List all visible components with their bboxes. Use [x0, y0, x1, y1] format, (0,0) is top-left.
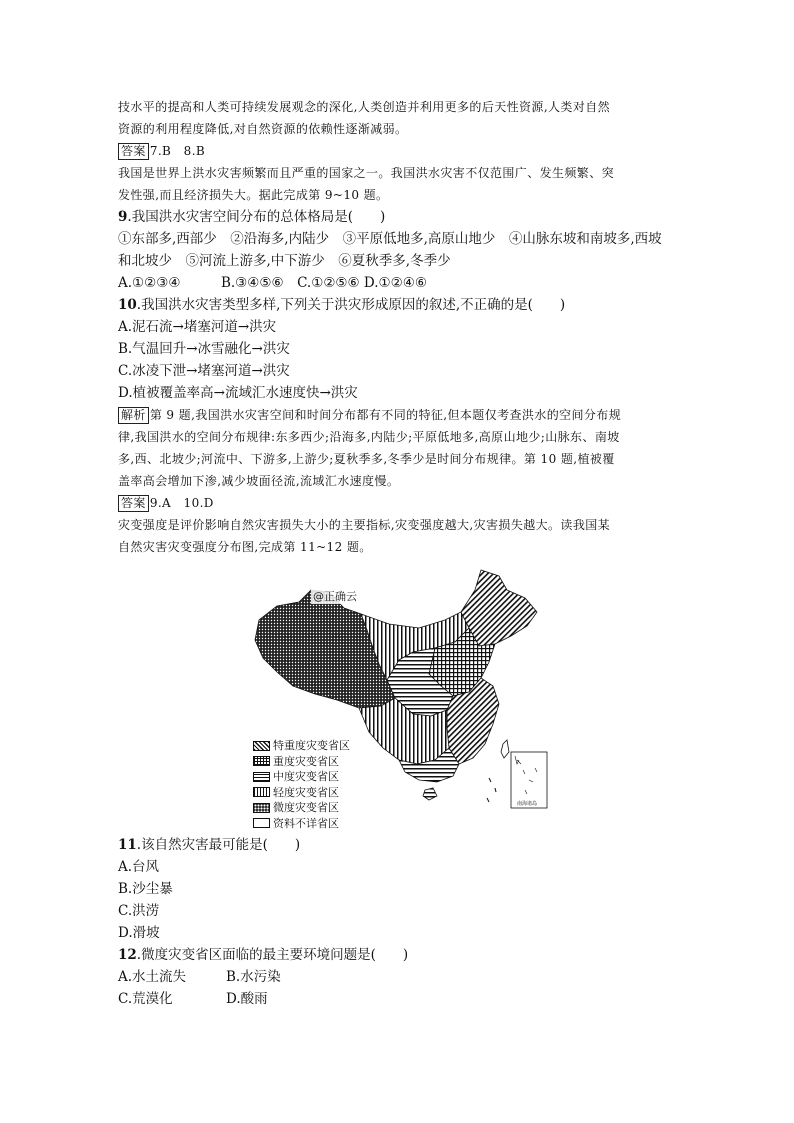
question-10-option-b: B.气温回升→冰雪融化→洪灾 — [118, 341, 290, 357]
legend-item — [253, 816, 350, 832]
question-9-items-line-2: 和北坡少 ⑤河流上游多,中下游少 ⑥夏秋季多,冬季少 — [118, 253, 451, 269]
question-12-option-c: C.荒漠化 — [118, 991, 173, 1007]
question-9-options: A.①②③④ B.③④⑤⑥ C.①②⑤⑥ D.①②④⑥ — [118, 275, 427, 291]
question-text: .我国洪水灾害类型多样,下列关于洪灾形成原因的叙述,不正确的是( ) — [136, 297, 566, 313]
passage-9-10-line-1: 我国是世界上洪水灾害频繁而且严重的国家之一。我国洪水灾害不仅范围广、发生频繁、突 — [118, 166, 615, 180]
analysis-9-10-line-3: 多,西、北坡少;河流中、下游多,上游少;夏秋季多,冬季少是时间分布规律。第 10 题,植被覆 — [118, 452, 615, 466]
analysis-tag: 解析 — [118, 407, 149, 424]
question-10-option-d: D.植被覆盖率高→流域汇水速度快→洪灾 — [118, 385, 358, 401]
legend-swatch — [253, 818, 270, 828]
passage-11-12-line-2: 自然灾害灾变强度分布图,完成第 11~12 题。 — [118, 540, 372, 554]
intro-line-2: 资源的利用程度降低,对自然资源的依赖性逐渐减弱。 — [118, 122, 408, 136]
legend-swatch — [253, 756, 270, 766]
answer-7-8 — [118, 140, 678, 162]
question-9-stem — [118, 206, 678, 228]
region-hainan — [423, 788, 437, 800]
analysis-9-10-line-4: 盖率高会增加下渗,减少坡面径流,流域汇水速度慢。 — [118, 474, 400, 488]
answer-text: 7.B 8.B — [149, 144, 206, 158]
question-number: 10 — [118, 297, 137, 313]
legend-swatch — [253, 772, 270, 782]
question-number: 9 — [118, 209, 128, 225]
legend-swatch — [253, 787, 270, 797]
question-9-items-line-1: ①东部多,西部少 ②沿海多,内陆少 ③平原低地多,高原山地少 ④山脉东坡和南坡多,西坡 — [118, 231, 662, 247]
question-12-option-a: A.水土流失 — [118, 969, 187, 985]
legend-label: 微度灾变省区 — [273, 801, 339, 814]
legend-item — [253, 754, 350, 770]
answer-9-10 — [118, 492, 678, 514]
analysis-text: 第 9 题,我国洪水灾害空间和时间分布都有不同的特征,但本题仅考查洪水的空间分布规 — [149, 408, 622, 422]
question-11-option-b: B.沙尘暴 — [118, 881, 173, 897]
question-11-option-a: A.台风 — [118, 859, 160, 875]
question-10-option-c: C.冰凌下泄→堵塞河道→洪灾 — [118, 363, 290, 379]
question-10-stem — [118, 294, 678, 316]
question-number: 12 — [118, 947, 137, 963]
question-text: .我国洪水灾害空间分布的总体格局是( ) — [127, 209, 386, 225]
intro-line-1: 技水平的提高和人类可持续发展观念的深化,人类创造并利用更多的后天性资源,人类对自然 — [118, 100, 611, 114]
legend-item — [253, 785, 350, 801]
question-number: 11 — [118, 837, 137, 853]
legend-label: 资料不详省区 — [273, 816, 339, 830]
legend-label: 重度灾变省区 — [273, 754, 339, 768]
question-12-options-row-1 — [118, 966, 678, 988]
legend-label: 轻度灾变省区 — [273, 785, 339, 799]
question-11-option-c: C.洪涝 — [118, 903, 160, 919]
legend-label: 中度灾变省区 — [273, 770, 339, 783]
question-text: .该自然灾害最可能是( ) — [136, 837, 301, 853]
legend-item — [253, 738, 350, 754]
question-12-options-row-2 — [118, 988, 678, 1010]
legend-swatch — [253, 803, 270, 813]
question-text: .微度灾变省区面临的最主要环境问题是( ) — [136, 947, 409, 963]
answer-tag: 答案 — [118, 143, 149, 160]
map-legend — [253, 738, 350, 831]
legend-item — [253, 769, 350, 785]
passage-9-10-line-2: 发性强,而且经济损失大。据此完成第 9~10 题。 — [118, 188, 389, 202]
document-page — [118, 96, 678, 1010]
watermark: @正确云 — [313, 590, 357, 603]
question-11-option-d: D.滑坡 — [118, 925, 160, 941]
passage-11-12-line-1: 灾变强度是评价影响自然灾害损失大小的主要指标,灾变强度越大,灾害损失越大。读我国某 — [118, 518, 611, 532]
answer-tag: 答案 — [118, 495, 149, 512]
island-marks — [487, 778, 496, 802]
question-11-stem — [118, 834, 678, 856]
question-10-option-a: A.泥石流→堵塞河道→洪灾 — [118, 319, 277, 335]
disaster-intensity-map — [249, 568, 549, 828]
legend-label: 特重度灾变省区 — [273, 739, 350, 752]
inset-label: 南海诸岛 — [517, 801, 538, 807]
answer-text: 9.A 10.D — [149, 496, 214, 510]
analysis-9-10-line-1 — [118, 404, 678, 426]
question-12-option-d: D.酸雨 — [226, 991, 268, 1007]
question-12-stem — [118, 944, 678, 966]
question-12-option-b: B.水污染 — [226, 969, 281, 985]
legend-item — [253, 800, 350, 816]
legend-swatch — [253, 741, 270, 751]
region-taiwan — [501, 740, 509, 758]
analysis-9-10-line-2: 律,我国洪水的空间分布规律:东多西少;沿海多,内陆少;平原低地多,高原山地少;山脉东、南坡 — [118, 430, 620, 444]
